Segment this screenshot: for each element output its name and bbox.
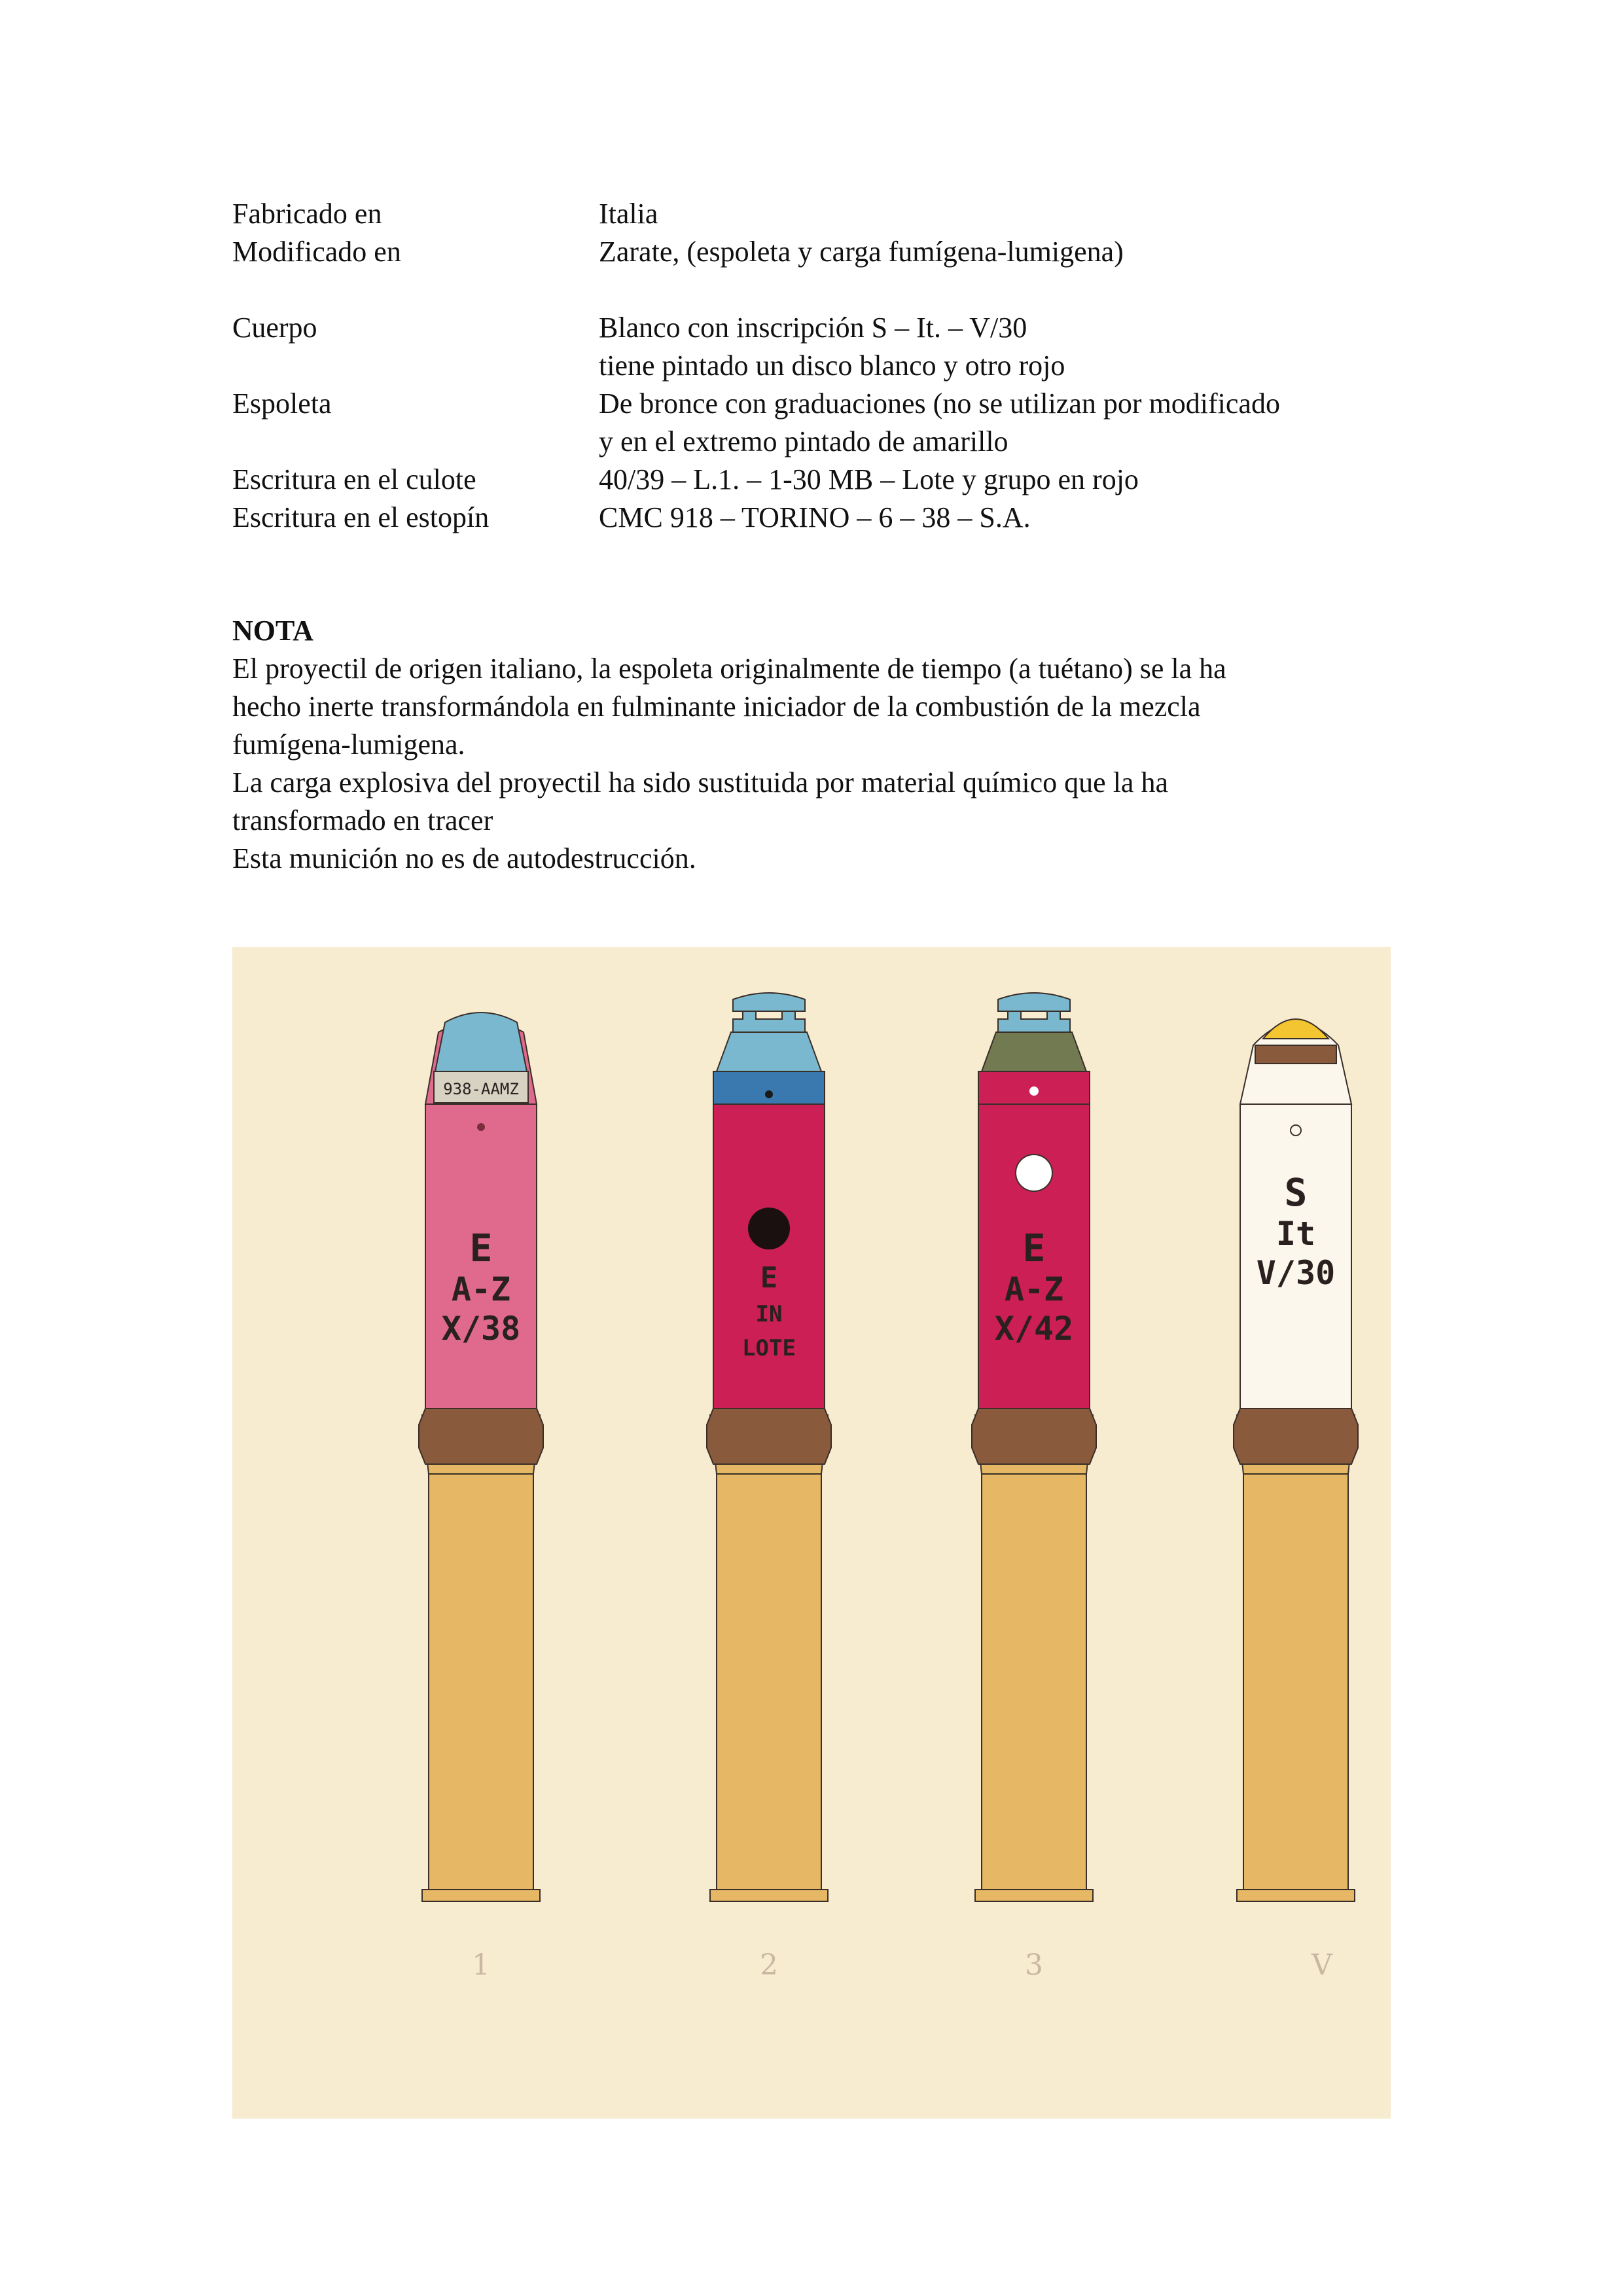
note-title: NOTA: [232, 615, 313, 647]
spec-row-espoleta-cont: [232, 423, 1410, 461]
note-line: La carga explosiva del proyectil ha sido sustituida por material químico que la ha: [232, 766, 1168, 798]
fuze-top: [998, 993, 1070, 1011]
cartridge-case: [1243, 1474, 1348, 1896]
spec-key: Escritura en el estopín: [232, 501, 490, 533]
round-2: [707, 993, 831, 1982]
cartridge-case: [429, 1474, 533, 1896]
white-disc: [1016, 1155, 1052, 1191]
round-3: [972, 993, 1096, 1982]
body-marking: A-Z: [1004, 1270, 1064, 1308]
body-marking: E: [760, 1261, 778, 1295]
spec-row-estopin: [232, 499, 1410, 537]
illustration-canvas: [232, 947, 1391, 2119]
body-marking: LOTE: [742, 1335, 796, 1361]
spec-key: Espoleta: [232, 387, 332, 420]
case-rim: [975, 1890, 1093, 1901]
spec-value: De bronce con graduaciones (no se utilizan por modificado: [599, 387, 1280, 420]
ammunition-illustration: [232, 947, 1391, 2119]
body-marking: X/38: [441, 1310, 521, 1348]
note-line: Esta munición no es de autodestrucción.: [232, 842, 696, 874]
spec-row-cuerpo-cont: [232, 347, 1410, 385]
spec-value: tiene pintado un disco blanco y otro rojo: [599, 350, 1065, 382]
hole: [765, 1090, 773, 1098]
driving-band: [972, 1408, 1096, 1464]
spec-key: [232, 423, 599, 461]
round-number: 2: [760, 1948, 778, 1982]
case-rim: [422, 1890, 540, 1901]
spec-row-fabricado: [232, 195, 1410, 233]
fuze-top: [733, 993, 805, 1011]
hole: [477, 1123, 485, 1131]
note-section: [232, 612, 1410, 878]
fuze-castellation: [998, 1011, 1070, 1032]
black-disc: [748, 1208, 790, 1249]
spec-key: Modificado en: [232, 236, 401, 268]
spec-row-modificado: [232, 233, 1410, 271]
spec-value: y en el extremo pintado de amarillo: [599, 425, 1008, 457]
fuze-band: [713, 1071, 825, 1104]
spacer: [232, 271, 1410, 309]
fuze-body: [717, 1032, 821, 1071]
spec-key: [232, 347, 599, 385]
spec-value: 40/39 – L.1. – 1-30 MB – Lote y grupo en rojo: [599, 463, 1139, 495]
round-number: 3: [1025, 1948, 1043, 1982]
case-rim: [1237, 1890, 1355, 1901]
spec-value: Italia: [599, 198, 658, 230]
fuze-graduation-band: [1255, 1045, 1336, 1064]
case-rim: [710, 1890, 828, 1901]
note-line: El proyectil de origen italiano, la espoleta originalmente de tiempo (a tuétano) se la ha: [232, 653, 1226, 685]
projectile-body: [713, 1104, 825, 1408]
round-1: [419, 1013, 543, 1982]
driving-band: [707, 1408, 831, 1464]
fuze-cap: [435, 1013, 527, 1071]
fuze-marking: 938-AAMZ: [443, 1080, 519, 1098]
spec-key: Fabricado en: [232, 198, 382, 230]
body-marking: E: [1022, 1226, 1046, 1270]
spec-row-espoleta: [232, 385, 1410, 423]
driving-band: [419, 1408, 543, 1464]
body-marking: X/42: [994, 1310, 1074, 1348]
cartridge-case: [982, 1474, 1086, 1896]
body-marking: It: [1275, 1215, 1316, 1253]
note-line: transformado en tracer: [232, 804, 493, 836]
hole: [1029, 1086, 1039, 1096]
fuze-castellation: [733, 1011, 805, 1032]
specifications: [232, 195, 1410, 537]
spec-key: Cuerpo: [232, 312, 317, 344]
round-4: [1234, 1019, 1358, 1982]
body-marking: A-Z: [451, 1270, 511, 1308]
note-line: hecho inerte transformándola en fulminante iniciador de la combustión de la mezcla: [232, 691, 1201, 723]
note-line: fumígena-lumigena.: [232, 728, 465, 761]
cartridge-case: [717, 1474, 821, 1896]
spec-value: CMC 918 – TORINO – 6 – 38 – S.A.: [599, 501, 1031, 533]
body-marking: V/30: [1256, 1254, 1336, 1292]
round-number: 1: [472, 1948, 490, 1982]
fuze-body: [982, 1032, 1086, 1071]
body-marking: S: [1284, 1170, 1308, 1215]
spec-row-cuerpo: [232, 309, 1410, 347]
body-marking: E: [469, 1226, 493, 1270]
spec-row-culote: [232, 461, 1410, 499]
round-number: V: [1311, 1948, 1332, 1982]
driving-band: [1234, 1408, 1358, 1464]
spec-value: Blanco con inscripción S – It. – V/30: [599, 312, 1027, 344]
spec-value: Zarate, (espoleta y carga fumígena-lumigena): [599, 236, 1124, 268]
spec-key: Escritura en el culote: [232, 463, 476, 495]
yellow-tip: [1263, 1019, 1329, 1039]
body-marking: IN: [755, 1301, 783, 1327]
